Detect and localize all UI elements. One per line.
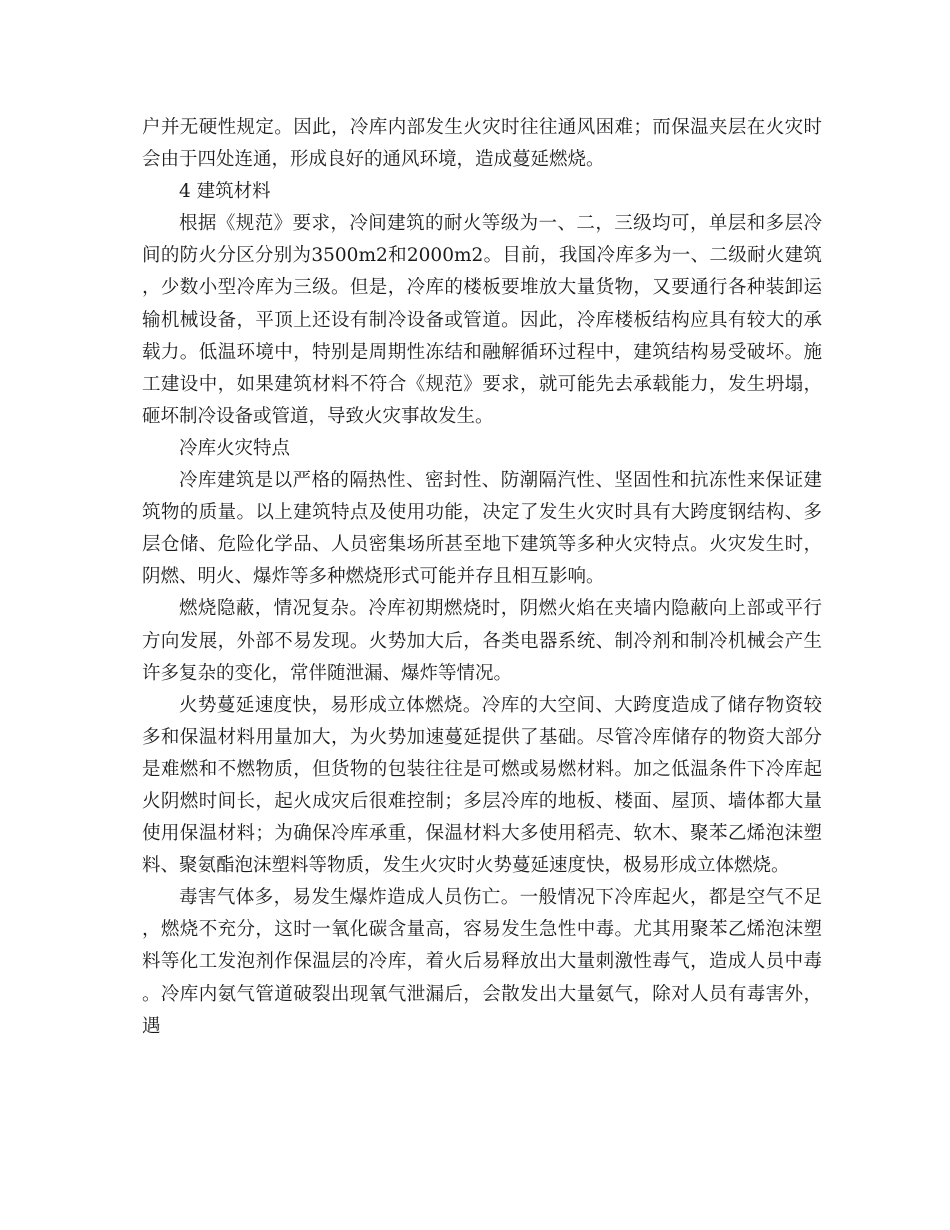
section-heading-building-materials: 4 建筑材料 [179,181,271,203]
paragraph-hidden-combustion: 燃烧隐蔽，情况复杂。冷库初期燃烧时，阴燃火焰在夹墙内隐蔽向上部或平行方向发展，外部不易发现。火势加大后，各类电器系统、制冷剂和制冷机械会产生许多复杂的变化，常伴随泄漏、爆炸等情况。 [142,598,822,684]
paragraph-building-materials: 根据《规范》要求，冷间建筑的耐火等级为一、二，三级均可，单层和多层冷间的防火分区分别为3500m2和2000m2。目前，我国冷库多为一、二级耐火建筑，少数小型冷库为三级。但是，冷库的楼板要堆放大量货物，又要通行各种装卸运输机械设备，平顶上还设有制冷设备或管道。因此，冷库楼板结构应具有较大的承载力。低温环境中，特别是周期性冻结和融解循环过程中，建筑结构易受破坏。施工建设中，如果建筑材料不符合《规范》要求，就可能先去承载能力，发生坍塌，砸坏制冷设备或管道，导致火灾事故发生。 [142,213,822,427]
section-heading-fire-characteristics: 冷库火灾特点 [179,437,291,459]
document-body [142,112,822,1043]
paragraph-continuation: 户并无硬性规定。因此，冷库内部发生火灾时往往通风困难；而保温夹层在火灾时会由于四处连通，形成良好的通风环境，造成蔓延燃烧。 [142,117,822,171]
paragraph-fire-characteristics-intro: 冷库建筑是以严格的隔热性、密封性、防潮隔汽性、坚固性和抗冻性来保证建筑物的质量。以上建筑特点及使用功能，决定了发生火灾时具有大跨度钢结构、多层仓储、危险化学品、人员密集场所甚至地下建筑等多种火灾特点。火灾发生时，阴燃、明火、爆炸等多种燃烧形式可能并存且相互影响。 [142,470,822,588]
paragraph-toxic-gas: 毒害气体多，易发生爆炸造成人员伤亡。一般情况下冷库起火，都是空气不足，燃烧不充分，这时一氧化碳含量高，容易发生急性中毒。尤其用聚苯乙烯泡沫塑料等化工发泡剂作保温层的冷库，着火后易释放出大量刺激性毒气，造成人员中毒。冷库内氨气管道破裂出现氧气泄漏后，会散发出大量氨气，除对人员有毒害外，遇 [142,887,822,1037]
paragraph-rapid-spread: 火势蔓延速度快，易形成立体燃烧。冷库的大空间、大跨度造成了储存物资较多和保温材料用量加大，为火势加速蔓延提供了基础。尽管冷库储存的物资大部分是难燃和不燃物质，但货物的包装往往是可燃或易燃材料。加之低温条件下冷库起火阴燃时间长，起火成灾后很难控制；多层冷库的地板、楼面、屋顶、墙体都大量使用保温材料；为确保冷库承重，保温材料大多使用稻壳、软木、聚苯乙烯泡沫塑料、聚氨酯泡沫塑料等物质，发生火灾时火势蔓延速度快，极易形成立体燃烧。 [142,694,822,877]
